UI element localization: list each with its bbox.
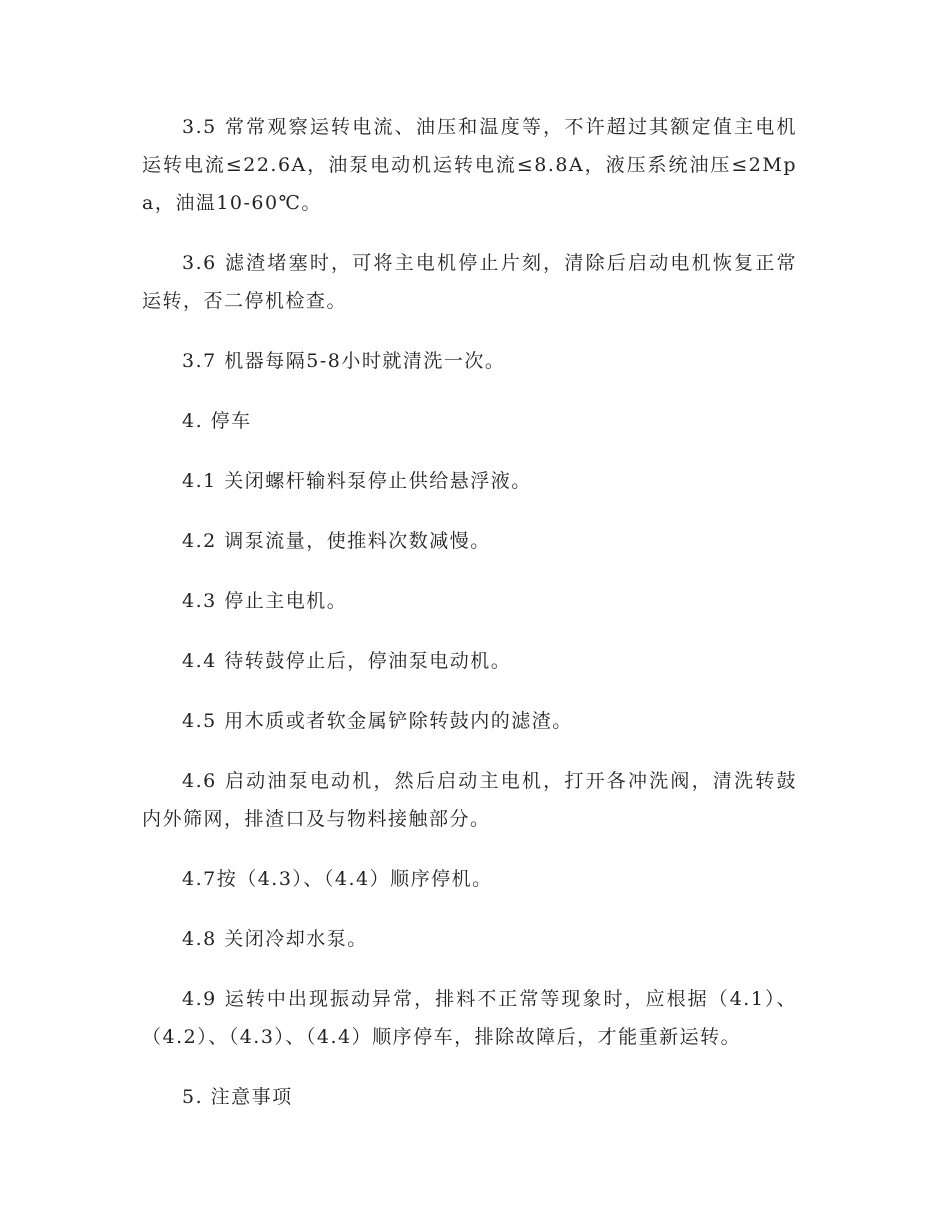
document-body	[142, 108, 797, 1138]
paragraph-3-5: 3.5 常常观察运转电流、油压和温度等，不许超过其额定值主电机运转电流≤22.6A，油泵电动机运转电流≤8.8A，液压系统油压≤2Mpa，油温10-60℃。	[142, 116, 797, 214]
paragraph-4-3: 4.3 停止主电机。	[182, 590, 348, 612]
paragraph-4-2: 4.2 调泵流量，使推料次数减慢。	[182, 530, 491, 552]
paragraph-4-6: 4.6 启动油泵电动机，然后启动主电机，打开各冲洗阀，清洗转鼓内外筛网，排渣口及与物料接触部分。	[142, 770, 797, 830]
paragraph-4-8: 4.8 关闭冷却水泵。	[182, 928, 368, 950]
paragraph-4-4: 4.4 待转鼓停止后，停油泵电动机。	[182, 650, 512, 672]
paragraph-4-9: 4.9 运转中出现振动异常，排料不正常等现象时，应根据（4.1）、（4.2）、（4.3）、（4.4）顺序停车，排除故障后，才能重新运转。	[142, 988, 797, 1048]
paragraph-4-1: 4.1 关闭螺杆输料泵停止供给悬浮液。	[182, 470, 532, 492]
paragraph-4-5: 4.5 用木质或者软金属铲除转鼓内的滤渣。	[182, 710, 573, 732]
section-heading-notes: 5. 注意事项	[182, 1086, 293, 1108]
paragraph-3-7: 3.7 机器每隔5-8小时就清洗一次。	[182, 350, 506, 372]
paragraph-4-7: 4.7按（4.3）、（4.4）顺序停机。	[182, 868, 493, 890]
paragraph-3-6: 3.6 滤渣堵塞时，可将主电机停止片刻，清除后启动电机恢复正常运转，否二停机检查。	[142, 252, 797, 312]
section-heading-stop: 4. 停车	[182, 410, 252, 432]
